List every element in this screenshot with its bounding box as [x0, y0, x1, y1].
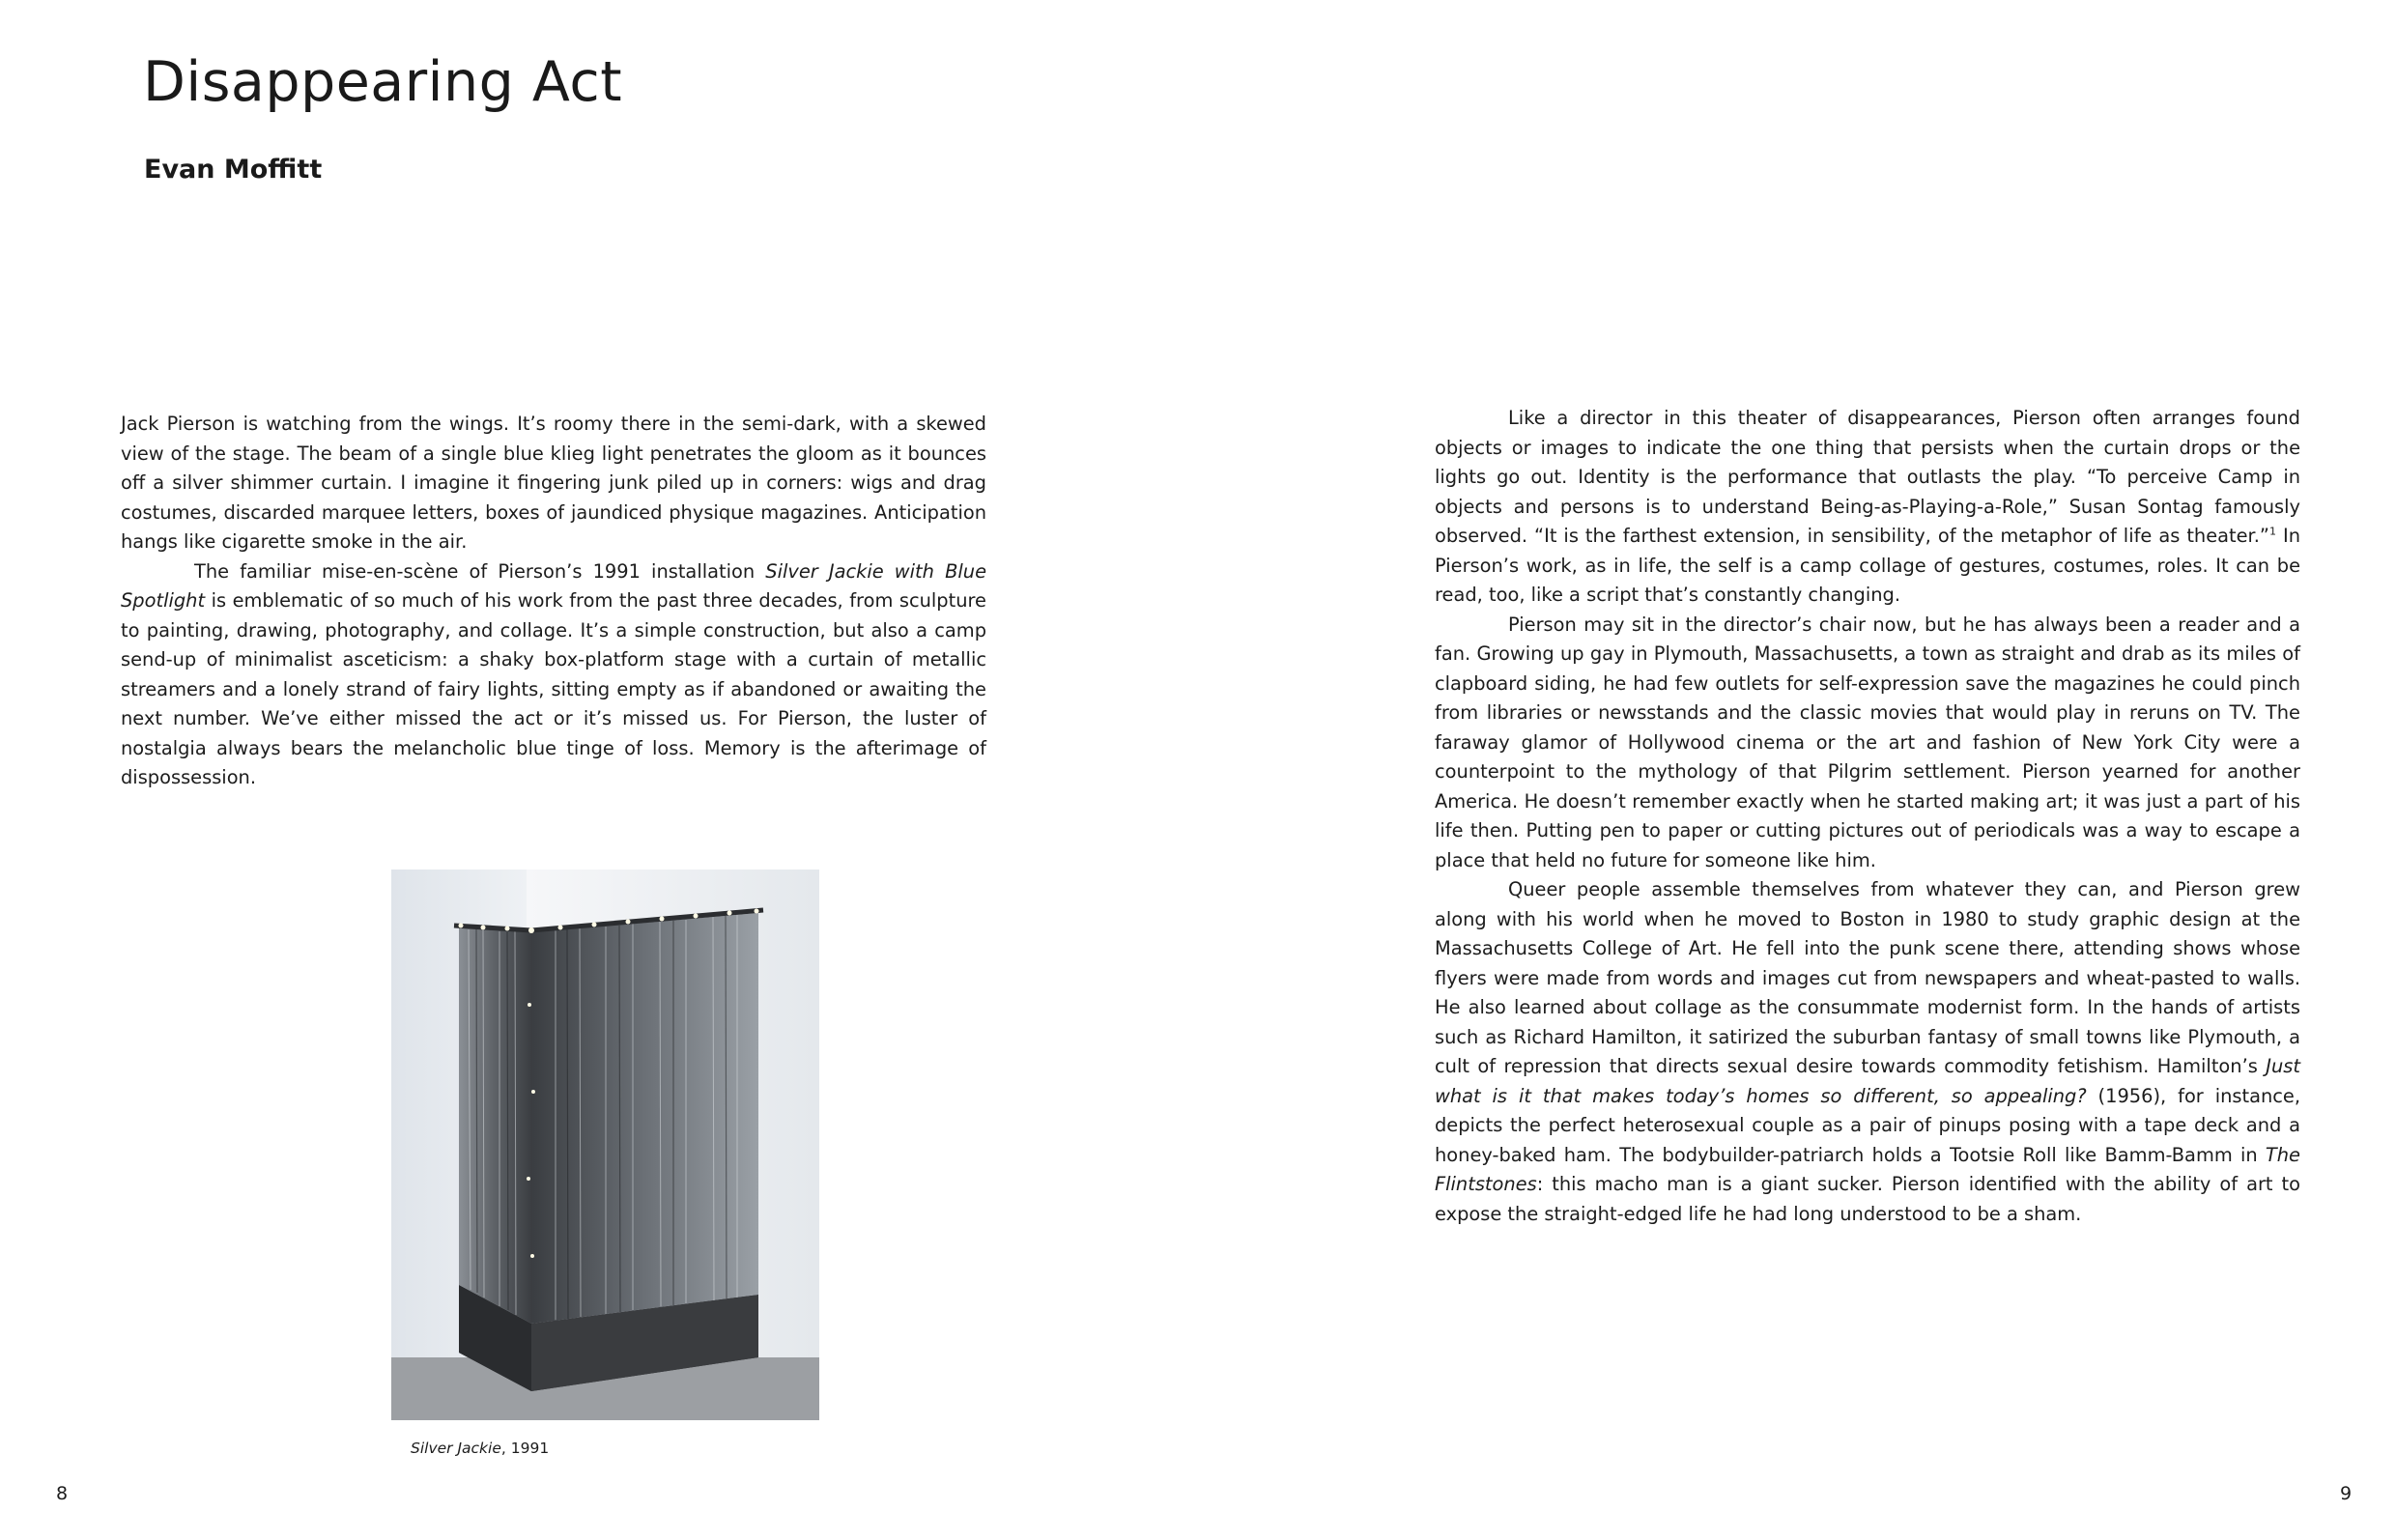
artwork-title: Silver Jackie with Blue Spotlight	[121, 559, 986, 612]
paragraph	[1435, 404, 2300, 611]
caption-title: Silver Jackie	[411, 1440, 501, 1457]
left-text-column	[121, 410, 986, 793]
right-text-column	[1435, 404, 2300, 1229]
installation-image	[391, 870, 819, 1420]
show-title: The Flintstones	[1435, 1143, 2300, 1195]
text-run: is emblematic of so much of his work from the past three decades, from sculpture to painting, drawing, photography, and collage. It’s a simple construction, but also a camp send-up of minimalist asceticism: a shaky box-platform stage with a curtain of metallic streamers and a lonely strand of fairy lights, sitting empty as if abandoned or awaiting the next number. We’ve either missed the act or it’s missed us. For Pierson, the luster of nostalgia always bears the melancholic blue tinge of loss. Memory is the afterimage of dispossession.	[121, 589, 986, 788]
text-run: In Pierson’s work, as in life, the self is a camp collage of gestures, costumes, roles. It can be read, too, like a script that’s constantly changing.	[1435, 525, 2300, 606]
artwork-title: Just what is it that makes today’s homes so different, so appealing?	[1435, 1055, 2300, 1107]
caption-year: , 1991	[500, 1440, 550, 1457]
paragraph: Pierson may sit in the director’s chair now, but he has always been a reader and a fan. Growing up gay in Plymouth, Massachusetts, a town as straight and drab as its miles of clapboard siding, he had few outlets for self-expression save the magazines he could pinch from libraries or newsstands and the classic movies that would play in reruns on TV. The faraway glamor of Hollywood cinema or the art and fashion of New York City were a counterpoint to the mythology of that Pilgrim settlement. Pierson yearned for another America. He doesn’t remember exactly when he started making art; it was just a part of his life then. Putting pen to paper or cutting pictures out of periodicals was a way to escape a place that held no future for someone like him.	[1435, 613, 2300, 871]
page-number-right: 9	[2340, 1483, 2353, 1504]
text-run: (1956), for instance, depicts the perfect heterosexual couple as a pair of pinups posing with a tape deck and a honey-baked ham. The bodybuilder-patriarch holds a Tootsie Roll like Bamm-Bamm in	[1435, 1084, 2300, 1166]
page-number-left: 8	[56, 1483, 69, 1504]
footnote-marker: 1	[2268, 525, 2276, 538]
artwork-photo	[391, 870, 819, 1420]
text-run: The familiar mise-en-scène of Pierson’s 1991 installation	[194, 559, 766, 583]
paragraph: Jack Pierson is watching from the wings. It’s roomy there in the semi-dark, with a skewed view of the stage. The beam of a single blue klieg light penetrates the gloom as it bounces off a silver shimmer curtain. I imagine it fingering junk piled up in corners: wigs and drag costumes, discarded marquee letters, boxes of jaundiced physique magazines. Anticipation hangs like cigarette smoke in the air.	[121, 413, 986, 553]
paragraph	[121, 557, 986, 793]
figure-caption	[411, 1440, 549, 1457]
text-run: Like a director in this theater of disappearances, Pierson often arranges found objects or images to indicate the one thing that persists when the curtain drops or the lights go out. Identity is the performance that outlasts the play. “To perceive Camp in objects and persons is to understand Being-as-Playing-a-Role,” Susan Sontag famously observed. “It is the farthest extension, in sensibility, of the metaphor of life as theater.”	[1435, 407, 2300, 547]
paragraph	[1435, 875, 2300, 1229]
author-name: Evan Moffitt	[144, 155, 323, 185]
article-title: Disappearing Act	[143, 50, 623, 114]
text-run: Queer people assemble themselves from whatever they can, and Pierson grew along with his world when he moved to Boston in 1980 to study graphic design at the Massachusetts College of Art. He fell into the punk scene there, attending shows whose flyers were made from words and images cut from newspapers and wheat-pasted to walls. He also learned about collage as the consummate modernist form. In the hands of artists such as Richard Hamilton, it satirized the suburban fantasy of small towns like Plymouth, a cult of repression that directs sexual desire towards commodity fetishism. Hamilton’s	[1435, 878, 2300, 1077]
text-run: : this macho man is a giant sucker. Pierson identified with the ability of art to expose the straight-edged life he had long understood to be a sham.	[1435, 1173, 2300, 1225]
